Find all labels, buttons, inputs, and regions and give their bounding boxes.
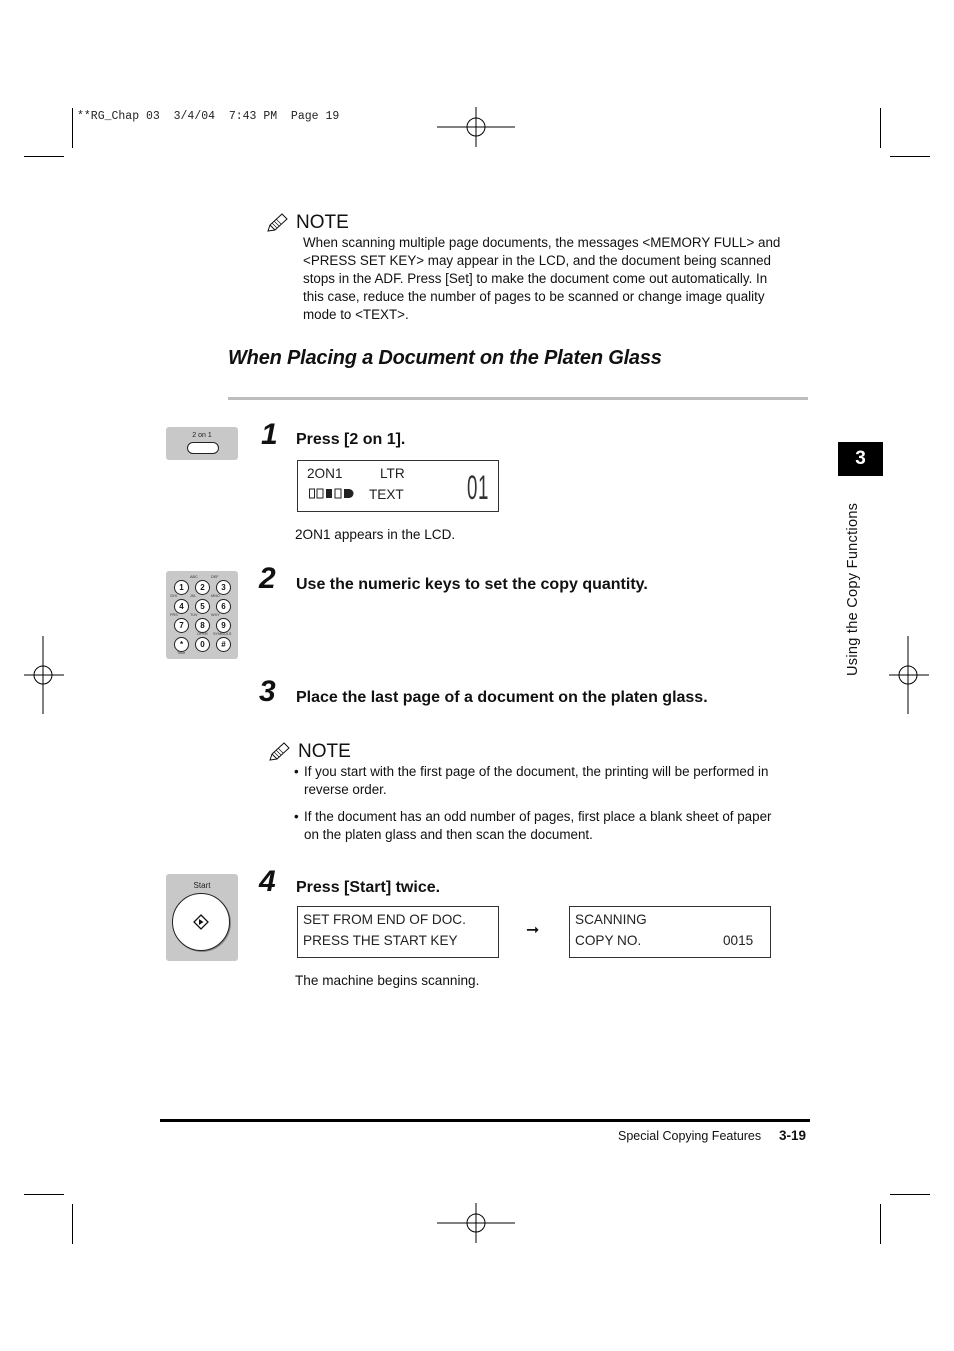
key-letters: MNO — [211, 594, 220, 598]
key-letters: PRS — [170, 613, 178, 617]
key-hash: # — [216, 637, 231, 652]
key-2: 2 — [195, 580, 210, 595]
key-letters: TUV — [190, 613, 198, 617]
chapter-tab: 3 — [838, 442, 883, 476]
note-line: <PRESS SET KEY> may appear in the LCD, and the document being scanned — [303, 253, 771, 268]
note-line: If the document has an odd number of pages, first place a blank sheet of paper — [304, 809, 772, 824]
note-line: this case, reduce the number of pages to be scanned or change image quality — [303, 289, 765, 304]
note-line: When scanning multiple page documents, the messages <MEMORY FULL> and — [303, 235, 781, 250]
note-bullet — [294, 763, 809, 799]
registration-mark-icon — [437, 107, 517, 147]
crop-mark — [72, 108, 73, 148]
arrow-icon: ➞ — [526, 922, 540, 939]
footer-section: Special Copying Features — [618, 1129, 762, 1143]
lcd-caption: The machine begins scanning. — [295, 973, 480, 988]
key-letters: ABC — [190, 575, 198, 579]
key-4: 4 — [174, 599, 189, 614]
print-header: **RG_Chap 03 3/4/04 7:43 PM Page 19 — [77, 110, 340, 123]
step-text: Use the numeric keys to set the copy quantity. — [296, 576, 648, 593]
registration-mark-icon — [889, 636, 929, 714]
key-letters: WXY — [211, 613, 220, 617]
lcd-line: PRESS THE START KEY — [303, 933, 458, 948]
pencil-icon — [268, 742, 292, 762]
key-letters: SYMBOLS — [213, 632, 232, 636]
note-line: on the platen glass and then scan the document. — [304, 827, 593, 842]
step-text: Place the last page of a document on the platen glass. — [296, 689, 708, 706]
lcd-image-quality: TEXT — [369, 487, 404, 502]
note-bullet — [294, 808, 809, 844]
step-number: 3 — [259, 675, 276, 708]
step-text: Press [Start] twice. — [296, 879, 441, 896]
numeric-keypad-illustration — [166, 571, 238, 659]
note-title: NOTE — [298, 741, 351, 762]
key-letters: GHI — [170, 594, 177, 598]
crop-mark — [880, 1204, 881, 1244]
crop-mark — [24, 1194, 64, 1195]
step-number: 4 — [259, 865, 276, 898]
crop-mark — [72, 1204, 73, 1244]
start-key-illustration — [166, 874, 238, 961]
note-line: If you start with the first page of the document, the printing will be performed in — [304, 764, 769, 779]
key-letters: JKL — [190, 594, 197, 598]
start-key-label: Start — [193, 881, 211, 890]
crop-mark — [880, 108, 881, 148]
key-star: * — [174, 637, 189, 652]
lcd-display — [569, 906, 771, 958]
key-5: 5 — [195, 599, 210, 614]
density-scale-icon — [309, 488, 354, 499]
key-letters: Tone — [177, 651, 186, 655]
note-body — [303, 234, 813, 324]
crop-mark — [890, 1194, 930, 1195]
lcd-display — [297, 906, 499, 958]
bullet-dot: • — [294, 764, 299, 779]
note-line: stops in the ADF. Press [Set] to make the document come out automatically. In — [303, 271, 768, 286]
section-title: When Placing a Document on the Platen Glass — [228, 347, 662, 369]
registration-mark-icon — [24, 636, 64, 714]
step-text: Press [2 on 1]. — [296, 431, 406, 448]
crop-mark — [24, 156, 64, 157]
key-7: 7 — [174, 618, 189, 633]
registration-mark-icon — [437, 1203, 517, 1243]
start-diamond-icon — [193, 914, 209, 930]
lcd-copy-count: 01 — [467, 469, 489, 507]
two-on-one-key-illustration — [166, 427, 238, 460]
key-letters: OPER — [197, 632, 208, 636]
crop-mark — [890, 156, 930, 157]
chapter-side-label: Using the Copy Functions — [845, 502, 861, 676]
key-9: 9 — [216, 618, 231, 633]
bullet-dot: • — [294, 809, 299, 824]
lcd-line: SET FROM END OF DOC. — [303, 912, 466, 927]
note-line: mode to <TEXT>. — [303, 307, 409, 322]
section-rule — [228, 397, 808, 400]
lcd-copy-number: 0015 — [723, 933, 754, 948]
footer-rule — [160, 1119, 810, 1122]
pencil-icon — [266, 213, 290, 233]
key-letters: DEF — [211, 575, 219, 579]
page-number: 3-19 — [779, 1128, 807, 1143]
key-8: 8 — [195, 618, 210, 633]
key-0: 0 — [195, 637, 210, 652]
lcd-mode: 2ON1 — [307, 466, 343, 481]
step-number: 2 — [259, 562, 276, 595]
key-6: 6 — [216, 599, 231, 614]
note-title: NOTE — [296, 212, 349, 233]
lcd-paper-size: LTR — [380, 466, 405, 481]
lcd-caption: 2ON1 appears in the LCD. — [295, 527, 456, 542]
two-on-one-key-label: 2 on 1 — [192, 432, 212, 439]
key-1: 1 — [174, 580, 189, 595]
step-number: 1 — [261, 418, 278, 451]
note-line: reverse order. — [304, 782, 387, 797]
lcd-display — [297, 460, 499, 512]
lcd-line: SCANNING — [575, 912, 647, 927]
lcd-line: COPY NO. — [575, 933, 642, 948]
two-on-one-key — [187, 442, 219, 454]
key-3: 3 — [216, 580, 231, 595]
